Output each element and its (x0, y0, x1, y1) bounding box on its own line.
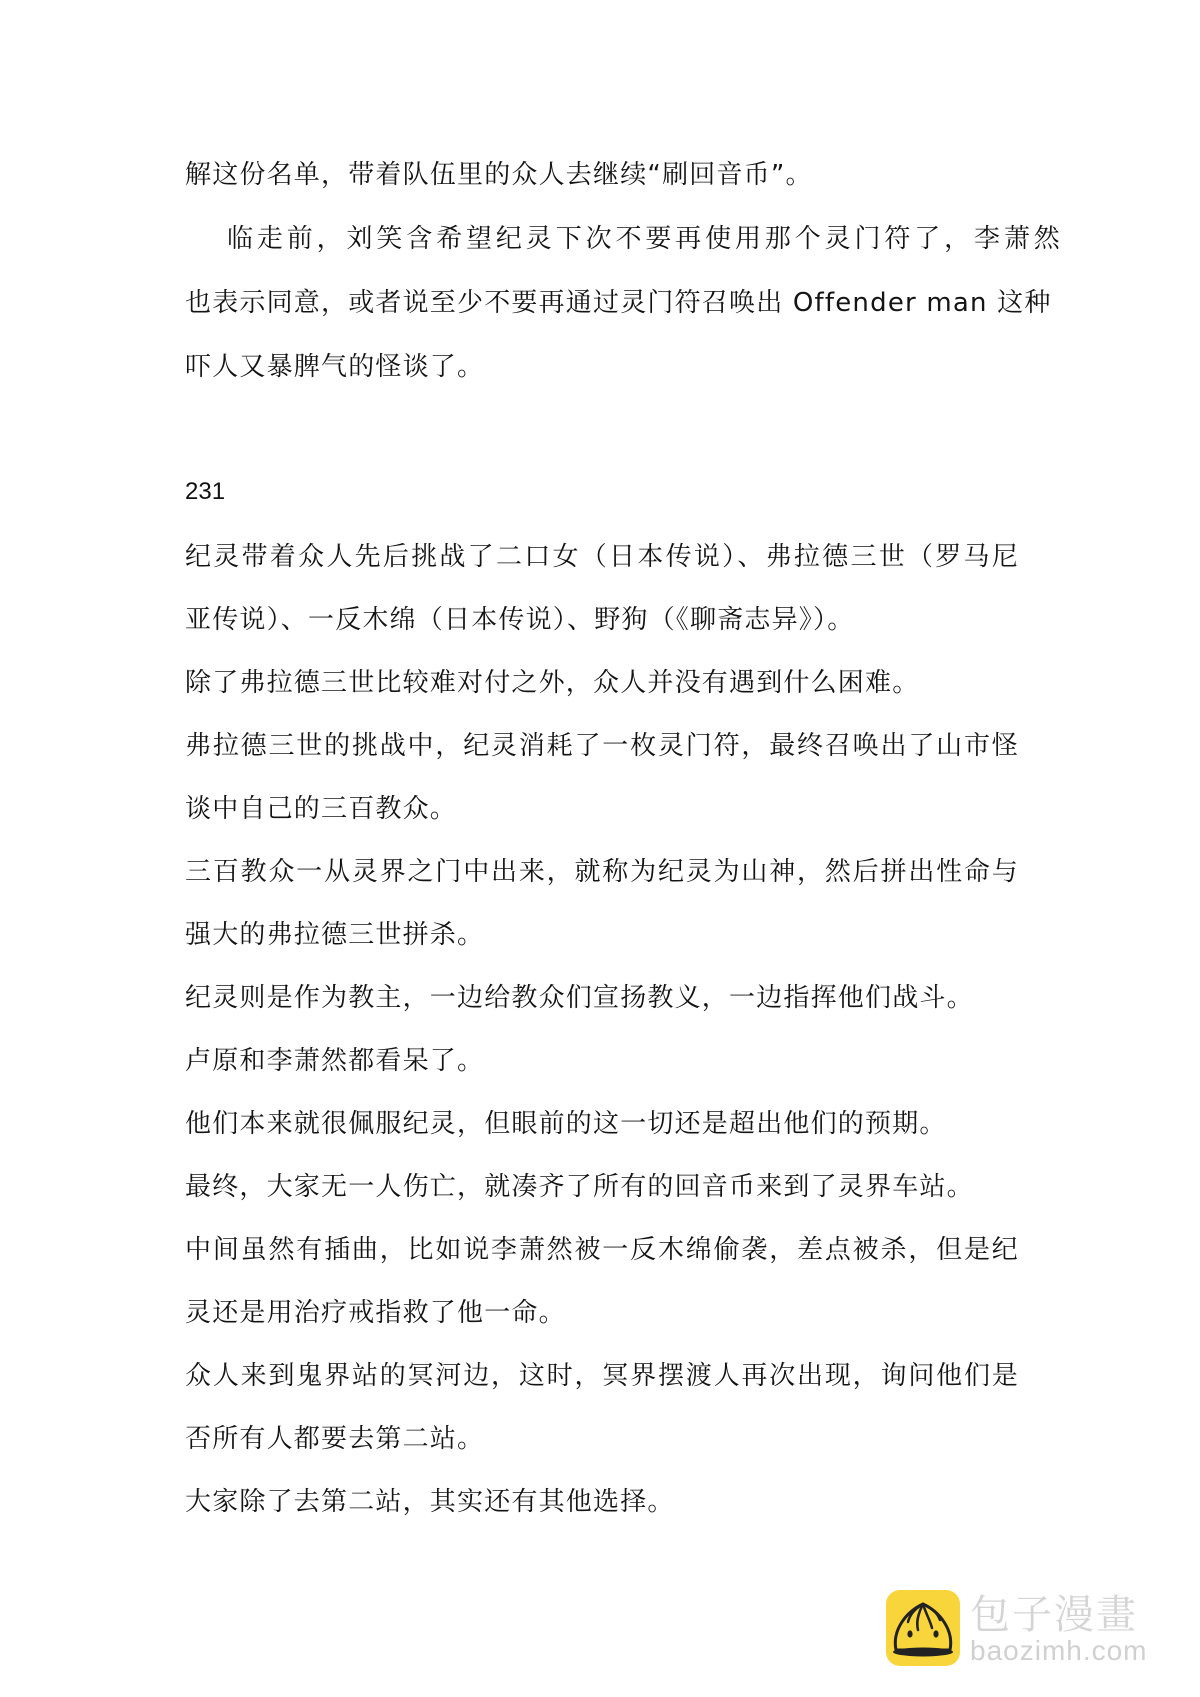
paragraph-line: 他们本来就很佩服纪灵，但眼前的这一切还是超出他们的预期。 (185, 1109, 947, 1139)
watermark-title: 包子漫畫 (970, 1592, 1138, 1638)
paragraph-line: 临走前，刘笑含希望纪灵下次不要再使用那个灵门符了，李萧然 (227, 224, 1061, 254)
watermark-url: baozimh.com (970, 1635, 1148, 1666)
paragraph-line: 亚传说）、一反木绵（日本传说）、野狗（《聊斋志异》）。 (185, 605, 855, 635)
paragraph-line: 大家除了去第二站，其实还有其他选择。 (185, 1487, 675, 1517)
site-watermark (886, 1590, 1186, 1670)
paragraph-line: 中间虽然有插曲，比如说李萧然被一反木绵偷袭，差点被杀，但是纪 (185, 1235, 1019, 1265)
paragraph-line: 纪灵则是作为教主，一边给教众们宣扬教义，一边指挥他们战斗。 (185, 983, 974, 1013)
paragraph-line: 除了弗拉德三世比较难对付之外，众人并没有遇到什么困难。 (185, 668, 920, 698)
paragraph-line: 卢原和李萧然都看呆了。 (185, 1046, 485, 1076)
paragraph-line: 三百教众一从灵界之门中出来，就称为纪灵为山神，然后拼出性命与 (185, 857, 1019, 887)
paragraph-line: 解这份名单，带着队伍里的众人去继续“刷回音币”。 (185, 160, 813, 190)
paragraph-line: 也表示同意，或者说至少不要再通过灵门符召唤出 Offender man 这种 (185, 288, 1052, 318)
paragraph-line: 强大的弗拉德三世拼杀。 (185, 920, 485, 950)
paragraph-line: 纪灵带着众人先后挑战了二口女（日本传说）、弗拉德三世（罗马尼 (185, 542, 1019, 572)
paragraph-line: 谈中自己的三百教众。 (185, 794, 458, 824)
paragraph-line: 否所有人都要去第二站。 (185, 1424, 485, 1454)
paragraph-line: 灵还是用治疗戒指救了他一命。 (185, 1298, 566, 1328)
paragraph-line: 弗拉德三世的挑战中，纪灵消耗了一枚灵门符，最终召唤出了山市怪 (185, 731, 1019, 761)
paragraph-line: 众人来到鬼界站的冥河边，这时，冥界摆渡人再次出现，询问他们是 (185, 1361, 1019, 1391)
paragraph-line: 吓人又暴脾气的怪谈了。 (185, 352, 485, 382)
bun-mascot-icon (886, 1590, 960, 1666)
paragraph-line: 最终，大家无一人伤亡，就凑齐了所有的回音币来到了灵界车站。 (185, 1172, 974, 1202)
chapter-number: 231 (185, 478, 226, 505)
